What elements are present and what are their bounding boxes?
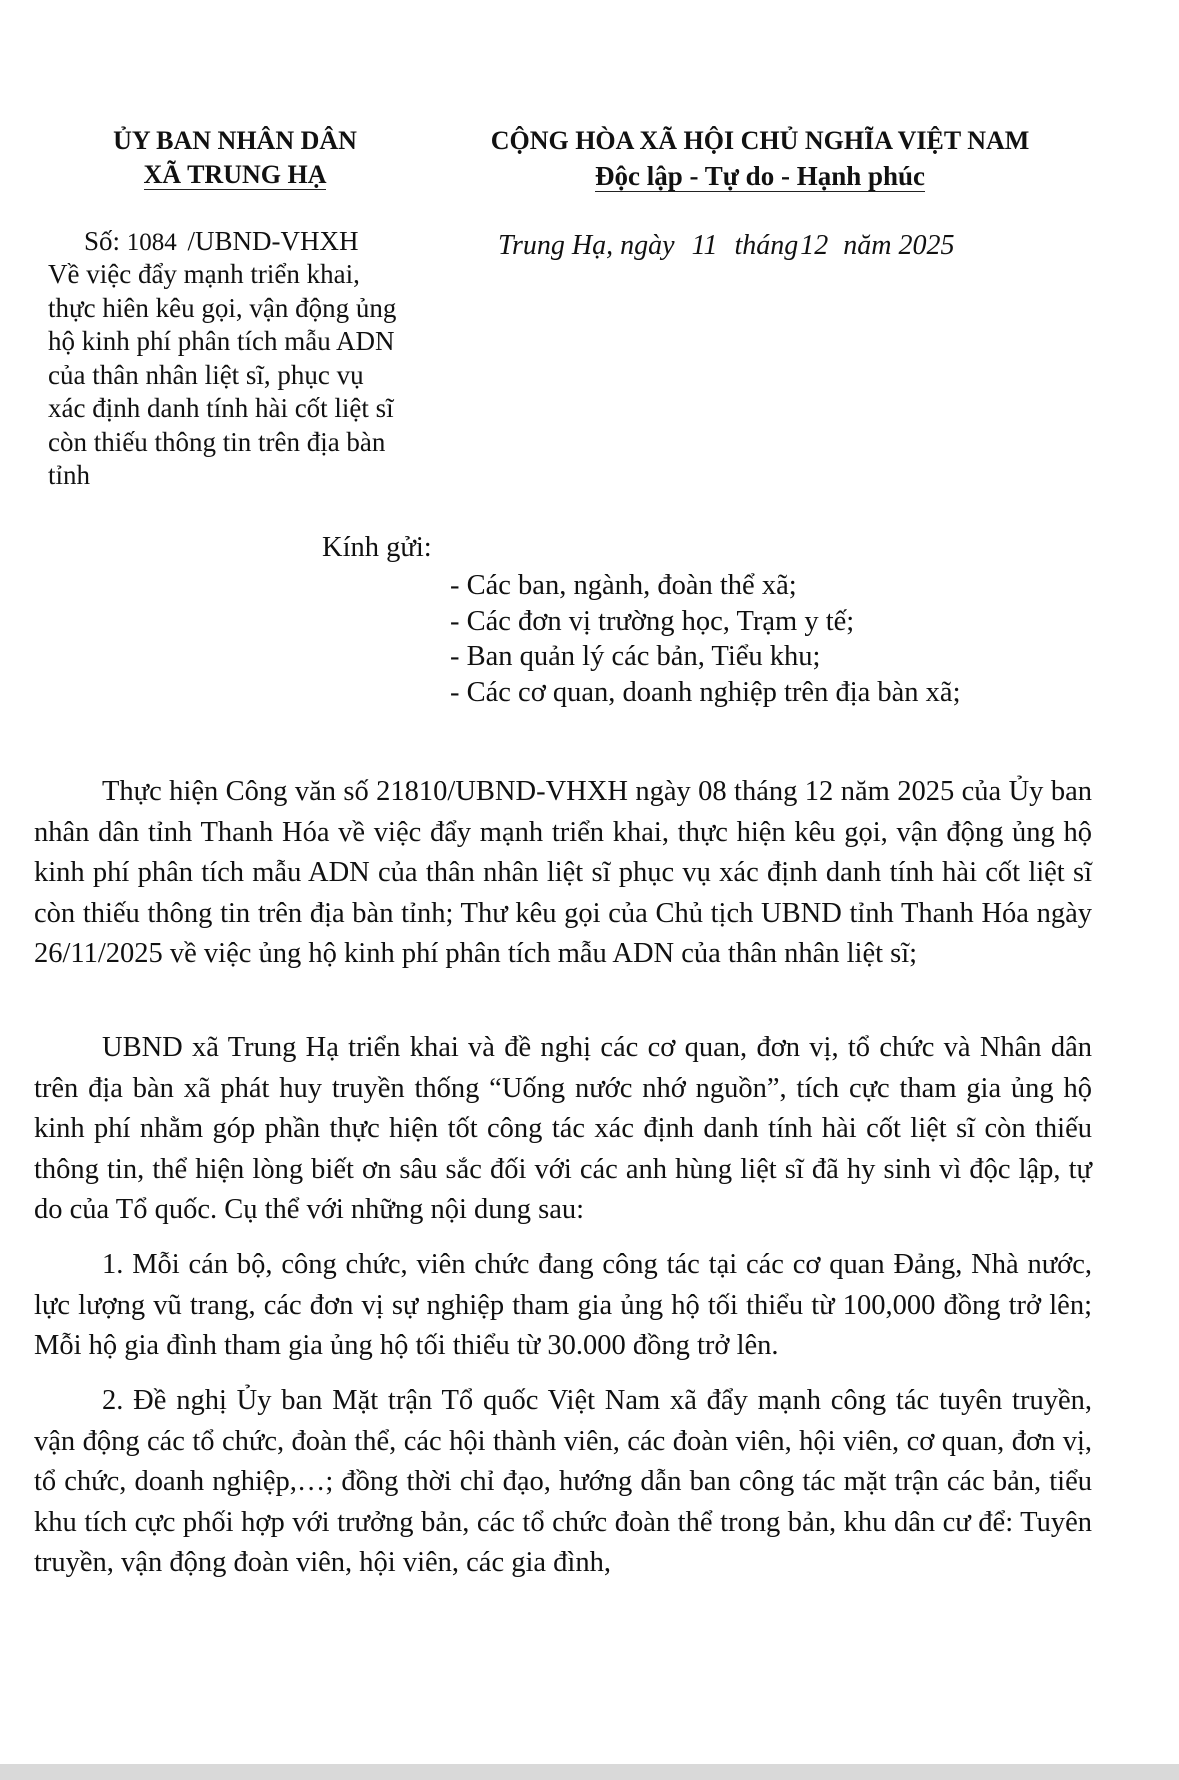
document-date	[498, 230, 955, 262]
date-place: Trung Hạ, ngày	[498, 230, 675, 261]
national-motto	[440, 161, 1080, 192]
document-number	[84, 226, 359, 257]
body-paragraph-3: 1. Mỗi cán bộ, công chức, viên chức đang công tác tại các cơ quan Đảng, Nhà nước, lực lượng vũ trang, các đơn vị sự nghiệp tham gia ủng hộ tối thiểu từ 100,000 đồng trở lên; Mỗi hộ gia đình tham gia ủng hộ tối thiểu từ 30.000 đồng trở lên.	[34, 1249, 1092, 1361]
document-number-suffix: /UBND-VHXH	[187, 226, 359, 256]
body-paragraph-2: UBND xã Trung Hạ triển khai và đề nghị các cơ quan, đơn vị, tổ chức và Nhân dân trên địa bàn xã phát huy truyền thống “Uống nước nhớ nguồn”, tích cực tham gia ủng hộ kinh phí nhằm góp phần thực hiện tốt công tác xác định danh tính hài cốt liệt sĩ còn thiếu thông tin, thể hiện lòng biết ơn sâu sắc đối với các anh hùng liệt sĩ đã hy sinh vì độc lập, tự do của Tổ quốc. Cụ thể với những nội dung sau:	[34, 1032, 1092, 1225]
subject-line: thực hiên kêu gọi, vận động ủng	[48, 292, 397, 323]
date-month: 12	[800, 230, 829, 261]
recipient-item: - Ban quản lý các bản, Tiểu khu;	[450, 641, 821, 672]
subject-line: tỉnh	[48, 460, 91, 490]
document-subject	[48, 258, 428, 493]
body-paragraph-1: Thực hiện Công văn số 21810/UBND-VHXH ngày 08 tháng 12 năm 2025 của Ủy ban nhân dân tỉnh Thanh Hóa về việc đẩy mạnh triển khai, thực hiện kêu gọi, vận động ủng hộ kinh phí phân tích mẫu ADN của thân nhân liệt sĩ phục vụ xác định danh tính hài cốt liệt sĩ còn thiếu thông tin trên địa bàn tỉnh; Thư kêu gọi của Chủ tịch UBND tỉnh Thanh Hóa ngày 26/11/2025 về việc ủng hộ kinh phí phân tích mẫu ADN của thân nhân liệt sĩ;	[34, 776, 1092, 969]
national-motto-text: Độc lập - Tự do - Hạnh phúc	[594, 161, 926, 191]
recipient-item: - Các cơ quan, doanh nghiệp trên địa bàn xã;	[450, 676, 961, 708]
document-number-value: 1084	[126, 229, 177, 256]
issuer-name: ỦY BAN NHÂN DÂN	[113, 126, 357, 155]
body-paragraph-4: 2. Đề nghị Ủy ban Mặt trận Tổ quốc Việt Nam xã đẩy mạnh công tác tuyên truyền, vận động các tổ chức, đoàn thể, các hội thành viên, các đoàn viên, hội viên, cơ quan, đơn vị, tổ chức, doanh nghiệp,…; đồng thời chỉ đạo, hướng dẫn ban công tác mặt trận các bản, tiểu khu tích cực phối hợp với trưởng bản, các tổ chức đoàn thể trong bản, khu dân cư để: Tuyên truyền, vận động đoàn viên, hội viên, các gia đình,	[34, 1385, 1092, 1578]
date-day: 11	[691, 230, 718, 261]
page-bottom-edge	[0, 1764, 1179, 1780]
date-year-label: năm	[843, 230, 892, 261]
issuer-commune-text: XÃ TRUNG HẠ	[143, 160, 327, 189]
recipient-item: - Các đơn vị trường học, Trạm y tế;	[450, 605, 855, 637]
subject-line: của thân nhân liệt sĩ, phục vụ	[48, 359, 364, 390]
subject-line: còn thiếu thông tin trên địa bàn	[48, 426, 386, 457]
national-title: CỘNG HÒA XÃ HỘI CHỦ NGHĨA VIỆT NAM	[490, 126, 1030, 155]
date-month-label: tháng	[734, 230, 799, 261]
date-year: 2025	[898, 230, 955, 261]
issuer-commune	[90, 160, 380, 190]
recipient-item: - Các ban, ngành, đoàn thể xã;	[450, 570, 797, 601]
document-number-prefix: Số:	[84, 226, 121, 256]
subject-line: xác định danh tính hài cốt liệt sĩ	[48, 393, 394, 423]
subject-line: Về việc đẩy mạnh triển khai,	[48, 259, 360, 289]
recipients-label: Kính gửi:	[322, 532, 432, 563]
subject-line: hộ kinh phí phân tích mẫu ADN	[48, 326, 395, 356]
recipients-list	[450, 568, 960, 710]
